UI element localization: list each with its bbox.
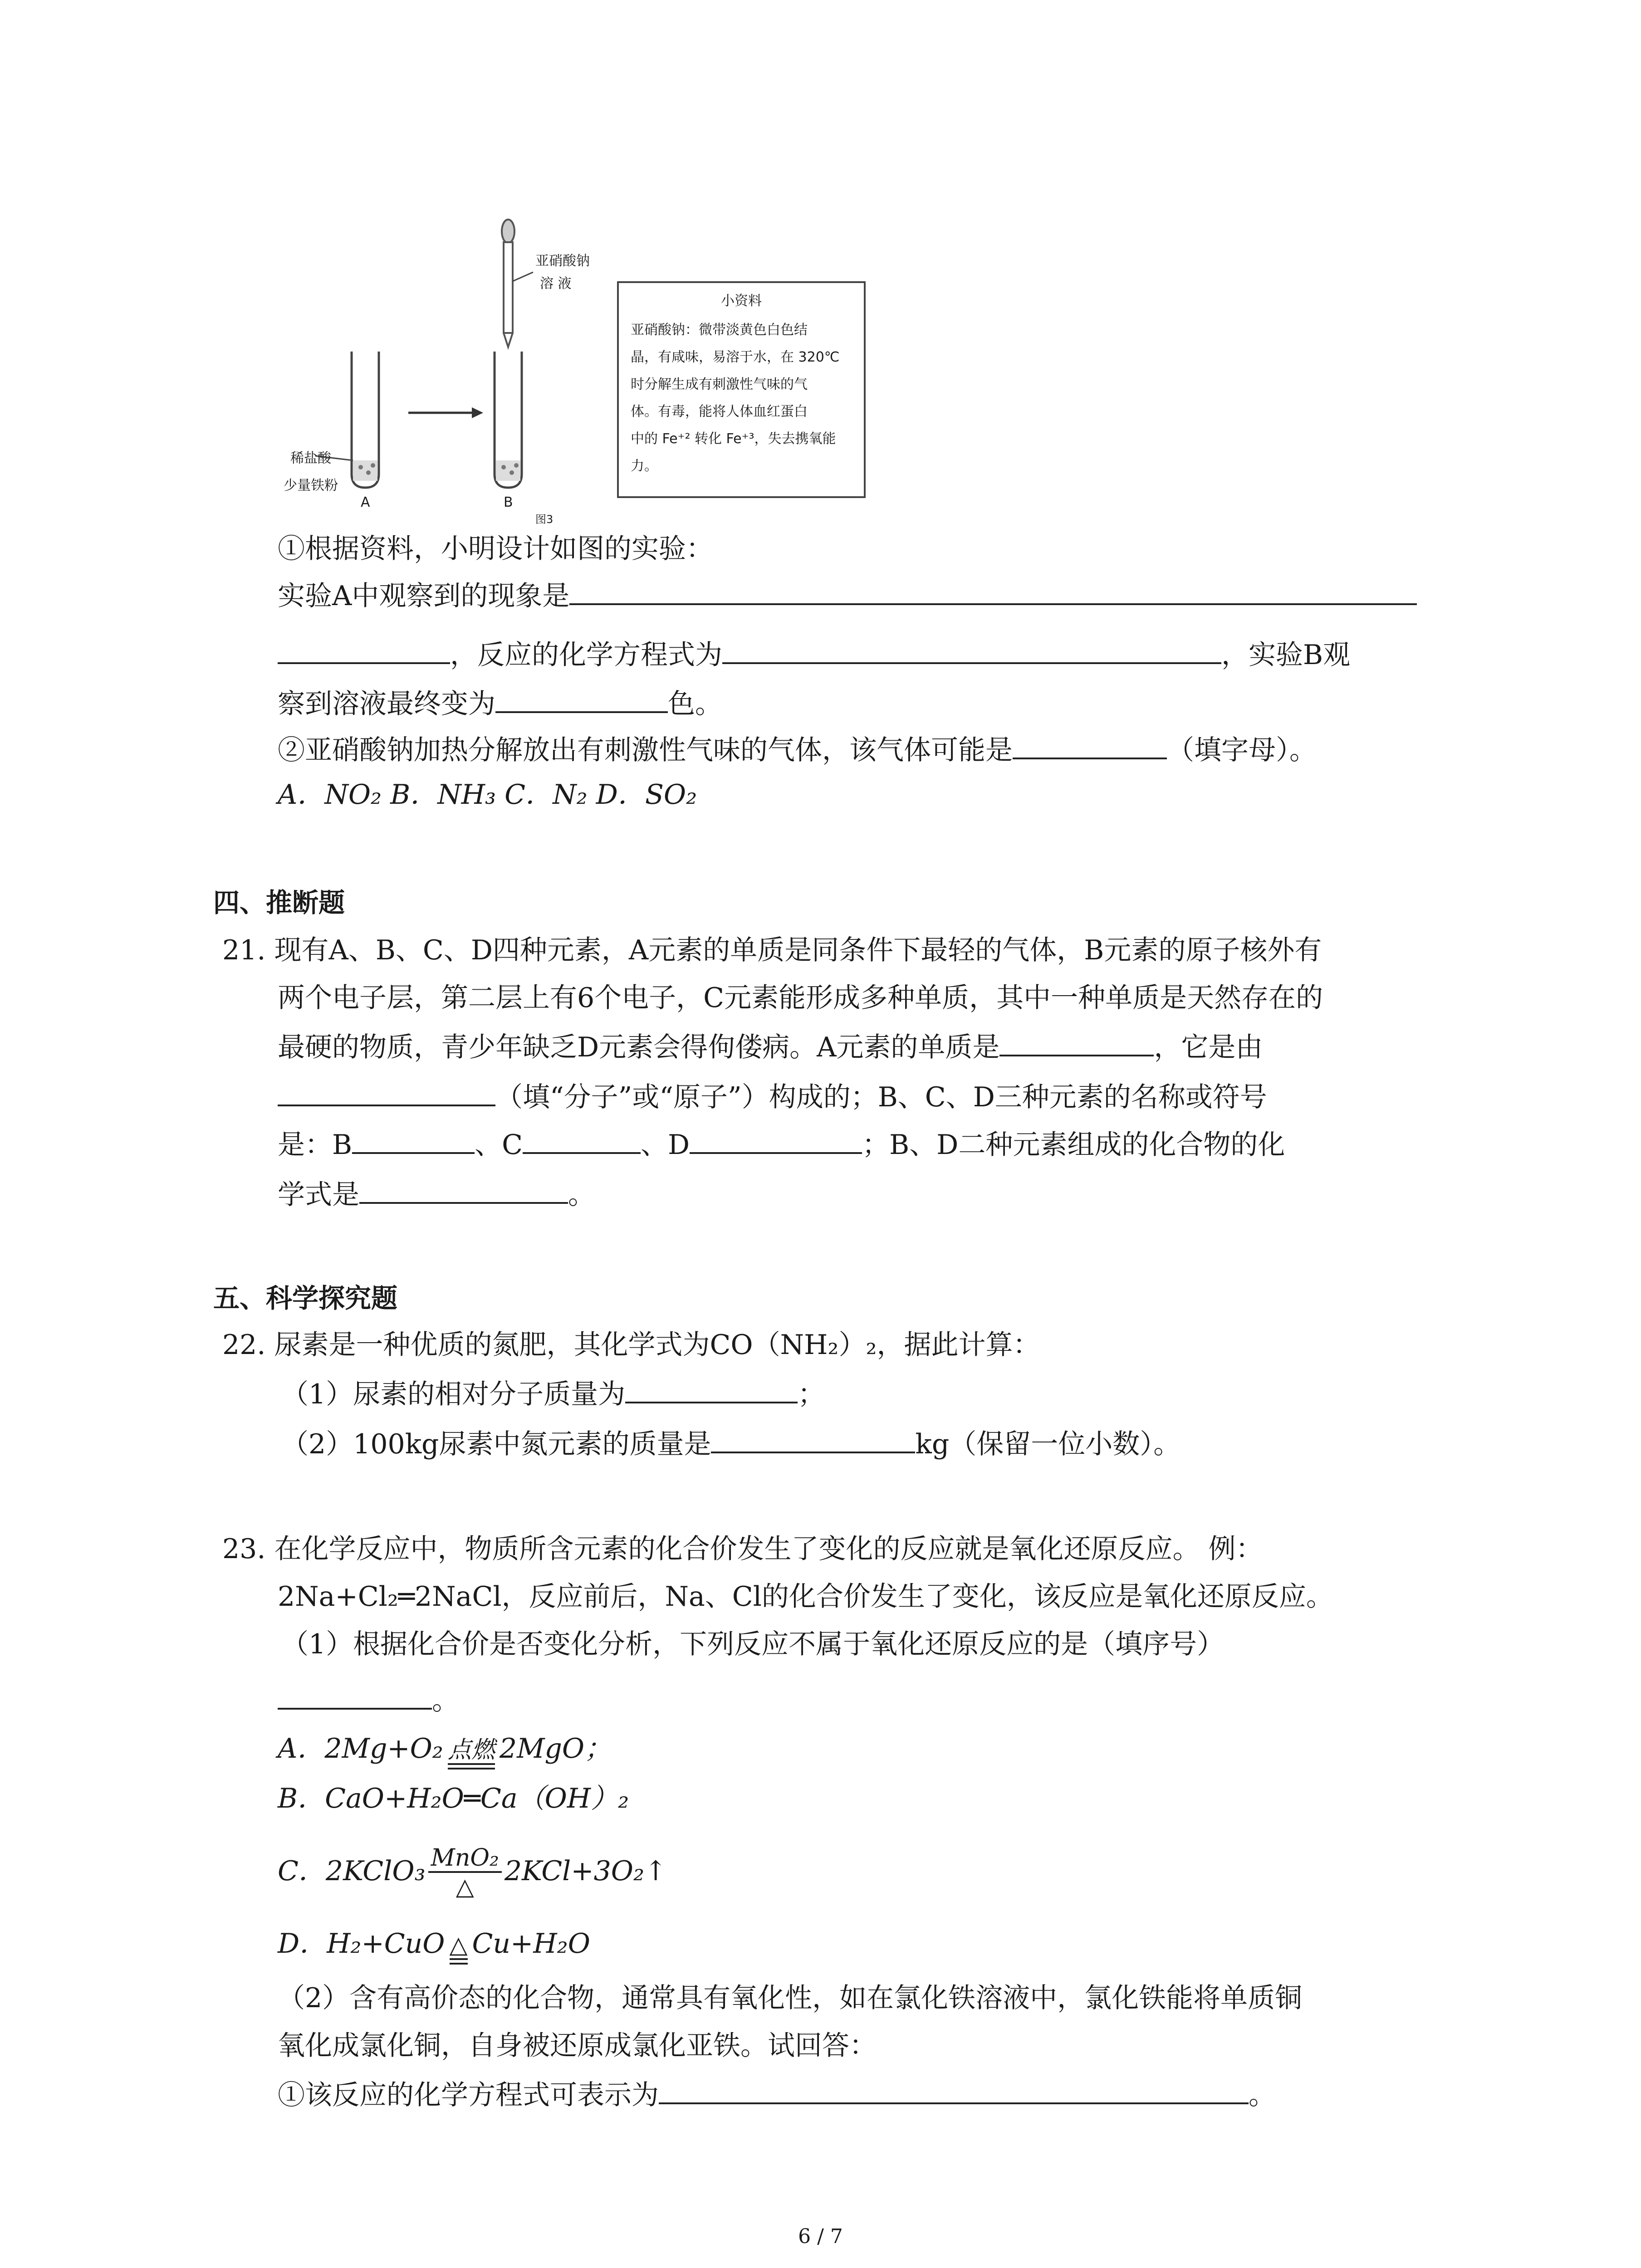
info-line: 亚硝酸钠：微带淡黄色白色结: [631, 322, 808, 338]
q23-line-2: 2Na+Cl₂═2NaCl，反应前后，Na、Cl的化合价发生了变化，该反应是氧化还原反应。: [278, 1581, 1333, 1613]
double-line: [448, 1763, 495, 1769]
q22-text: （1）尿素的相对分子质量为: [281, 1378, 626, 1410]
info-line: 中的 Fe⁺² 转化 Fe⁺³，失去携氧能: [631, 431, 836, 447]
answer-blank[interactable]: [278, 635, 450, 664]
q23-text: 。: [1249, 2079, 1276, 2111]
answer-blank[interactable]: [1013, 730, 1167, 759]
q22-line-3: [281, 1424, 1181, 1462]
q23-line-4: [278, 1681, 459, 1719]
answer-blank[interactable]: [569, 576, 1417, 605]
q21-text: ；B、D二种元素组成的化合物的化: [862, 1129, 1285, 1161]
q21-text: 、D: [641, 1129, 690, 1161]
q23-text: 。: [432, 1685, 459, 1716]
q23-option-a: [278, 1730, 612, 1769]
section-heading: 四、推断题: [213, 887, 345, 918]
answer-blank[interactable]: [523, 1125, 641, 1154]
option-text: Cu+H₂O: [472, 1928, 590, 1960]
section-heading: 五、科学探究题: [213, 1283, 398, 1314]
q22-text: kg（保留一位小数）。: [915, 1428, 1181, 1460]
info-line: 晶，有咸味，易溶于水，在 320℃: [631, 349, 840, 365]
q21-line-4: [278, 1077, 1267, 1115]
q23-part2-line-3: [278, 2075, 1276, 2113]
q23-option-b: B．CaO+H₂O═Ca（OH）₂: [278, 1783, 629, 1814]
double-line: [450, 1958, 468, 1965]
dropper-label-2: 溶 液: [540, 276, 572, 292]
reaction-condition: [428, 1845, 502, 1901]
q21-line-6: [278, 1175, 595, 1213]
option-text: A．2Mg+O₂: [278, 1733, 443, 1765]
q23-text: ①该反应的化学方程式可表示为: [278, 2079, 659, 2111]
tube-a-letter: A: [361, 494, 370, 510]
option-text: D．H₂+CuO: [278, 1928, 445, 1960]
q20-line-2: [278, 576, 1417, 614]
q20-line-4: [278, 684, 722, 722]
catalyst-text: MnO₂: [428, 1845, 502, 1873]
q22-line-1: 22. 尿素是一种优质的氮肥，其化学式为CO（NH₂）₂，据此计算：: [222, 1329, 1040, 1361]
q21-text: 是：B: [278, 1129, 353, 1161]
reaction-condition: [450, 1932, 468, 1965]
q20-text: 察到溶液最终变为: [278, 688, 495, 720]
tube-a-label-2: 少量铁粉: [284, 478, 338, 494]
tube-a-label: 稀盐酸: [290, 450, 331, 466]
page-number: 6 / 7: [798, 2225, 843, 2248]
option-text: 2MgO；: [499, 1733, 612, 1765]
q21-line-2: 两个电子层，第二层上有6个电子，C元素能形成多种单质，其中一种单质是天然存在的: [278, 982, 1323, 1014]
heat-symbol: △: [449, 1931, 468, 1959]
info-box: [617, 281, 866, 498]
tube-b-letter: B: [504, 494, 513, 510]
info-line: 时分解生成有刺激性气味的气: [631, 376, 808, 392]
option-text: 2KCl+3O₂↑: [504, 1855, 667, 1887]
option-text: C．2KClO₃: [278, 1855, 426, 1887]
q23-option-d: [278, 1926, 590, 1965]
q21-text: （填“分子”或“原子”）构成的；B、C、D三种元素的名称或符号: [495, 1081, 1267, 1113]
q20-line-1: ①根据资料，小明设计如图的实验：: [278, 533, 713, 565]
q21-text: 学式是: [278, 1179, 359, 1211]
q21-text: 最硬的物质，青少年缺乏D元素会得佝偻病。A元素的单质是: [278, 1031, 1000, 1063]
figure-caption: 图3: [535, 513, 554, 526]
answer-blank[interactable]: [359, 1175, 568, 1204]
q20-line-5: [278, 730, 1317, 768]
q20-line-3: [278, 635, 1350, 673]
info-line: 体。有毒，能将人体血红蛋白: [631, 404, 808, 420]
q23-part2-line-2: 氧化成氯化铜，自身被还原成氯化亚铁。试回答：: [278, 2030, 877, 2062]
q20-options: A．NO₂ B．NH₃ C．N₂ D．SO₂: [278, 779, 697, 811]
answer-blank[interactable]: [659, 2075, 1249, 2104]
answer-blank[interactable]: [722, 635, 1221, 664]
reaction-condition: [448, 1737, 495, 1769]
q23-line-1: 23. 在化学反应中，物质所含元素的化合价发生了变化的反应就是氧化还原反应。 例：: [222, 1533, 1263, 1565]
condition-text: 点燃: [447, 1736, 495, 1764]
answer-blank[interactable]: [711, 1424, 915, 1453]
heat-symbol: △: [456, 1873, 474, 1901]
answer-blank[interactable]: [999, 1027, 1154, 1056]
q23-line-3: （1）根据化合价是否变化分析，下列反应不属于氧化还原反应的是（填序号）: [281, 1628, 1225, 1660]
q23-option-c: [278, 1842, 667, 1901]
q23-part2-line-1: （2）含有高价态的化合物，通常具有氧化性，如在氯化铁溶液中，氯化铁能将单质铜: [278, 1982, 1303, 2014]
answer-blank[interactable]: [690, 1125, 862, 1154]
q21-line-3: [278, 1027, 1263, 1066]
q20-text: ，实验B观: [1221, 639, 1351, 671]
q20-text: ②亚硝酸钠加热分解放出有刺激性气味的气体，该气体可能是: [278, 734, 1013, 766]
answer-blank[interactable]: [625, 1374, 798, 1403]
q22-text: ；: [798, 1378, 825, 1410]
info-box-title: 小资料: [721, 293, 762, 309]
q21-text: 。: [568, 1179, 595, 1211]
q22-line-2: [281, 1374, 825, 1413]
q21-text: ，它是由: [1154, 1031, 1263, 1063]
q20-text: ，反应的化学方程式为: [450, 639, 722, 671]
answer-blank[interactable]: [278, 1681, 432, 1710]
q21-line-1: 21. 现有A、B、C、D四种元素，A元素的单质是同条件下最轻的气体，B元素的原子核外有: [222, 934, 1322, 966]
answer-blank[interactable]: [495, 684, 668, 713]
q20-text: （填字母）。: [1167, 734, 1317, 766]
q20-text: 色。: [668, 688, 722, 720]
q20-text: 实验A中观察到的现象是: [278, 580, 570, 612]
q21-text: 、C: [475, 1129, 523, 1161]
answer-blank[interactable]: [278, 1077, 495, 1106]
info-line: 力。: [631, 458, 658, 474]
dropper-label: 亚硝酸钠: [535, 253, 590, 269]
q22-text: （2）100kg尿素中氮元素的质量是: [281, 1428, 711, 1460]
q21-line-5: [278, 1125, 1285, 1163]
answer-blank[interactable]: [352, 1125, 475, 1154]
